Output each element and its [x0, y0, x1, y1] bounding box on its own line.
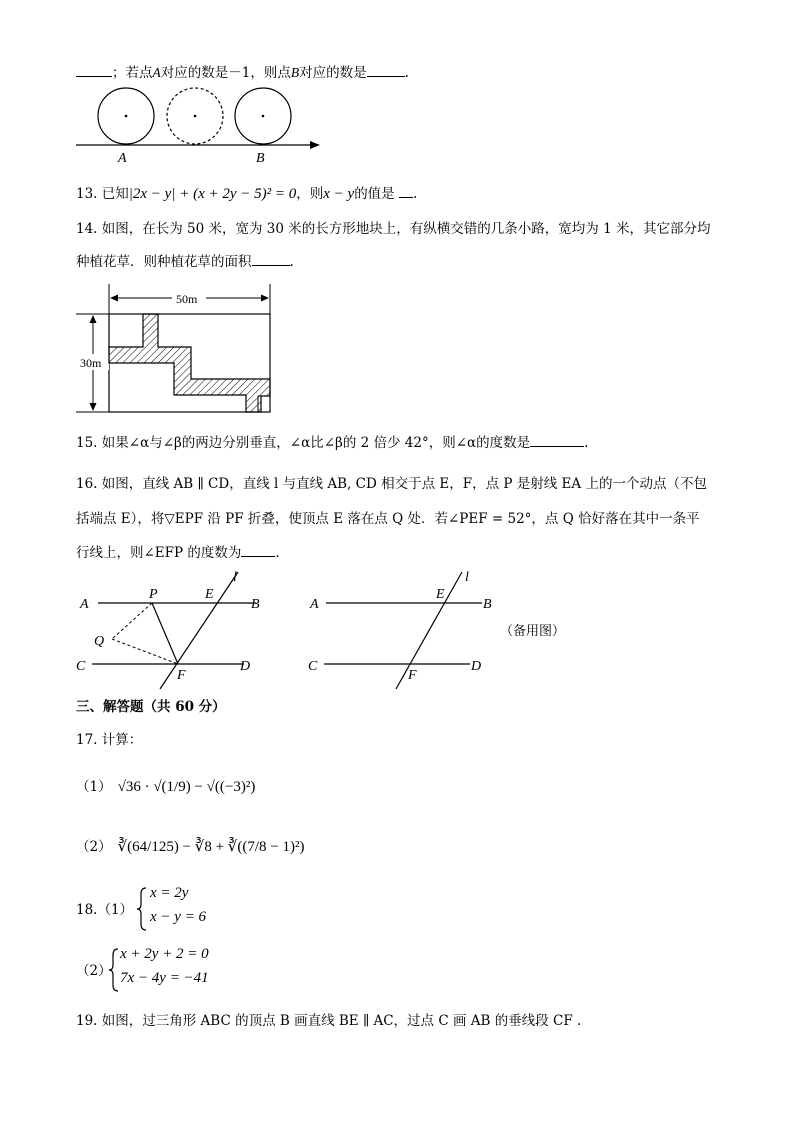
svg-text:A: A [310, 597, 319, 612]
q18-eq1: x = 2y [150, 885, 189, 901]
height-label: 30m [80, 356, 102, 370]
brace-icon [136, 886, 148, 932]
svg-text:P: P [149, 587, 158, 602]
spare-figure-label: （备用图） [500, 624, 566, 639]
width-label: 50m [176, 292, 198, 306]
q12-tail-line: ；若点A对应的数是－1，则点B对应的数是 . [76, 62, 409, 83]
svg-text:F: F [408, 668, 417, 683]
q18-eq2: x − y = 6 [150, 909, 207, 925]
spare-figure [300, 565, 500, 695]
svg-text:Q: Q [94, 634, 105, 649]
svg-text:D: D [471, 659, 482, 674]
question-16-line2: 括端点 E），将▽EPF 沿 PF 折叠，使顶点 E 落在点 Q 处．若∠PEF = 52°，点 Q 恰好落在其中一条平 [76, 511, 700, 527]
answer-blank [76, 62, 112, 77]
question-18-label: 18.（1） [76, 902, 134, 918]
svg-text:C: C [308, 659, 318, 674]
svg-text:l: l [465, 570, 469, 585]
q17-expr2: ∛(64/125) − ∛8 + ∛((7/8 − 1)²) [117, 839, 305, 855]
svg-text:E: E [205, 587, 214, 602]
question-14-line1: 14. 如图，在长为 50 米，宽为 30 米的长方形地块上，有纵横交错的几条小路，宽均为 1 米，其它部分均 [76, 221, 711, 237]
svg-text:F: F [177, 668, 186, 683]
answer-blank [367, 62, 405, 77]
svg-text:C: C [76, 659, 86, 674]
fold-figure [70, 565, 280, 695]
svg-text:E: E [436, 587, 445, 602]
brace-icon [108, 947, 120, 993]
svg-text:B: B [483, 597, 492, 612]
svg-text:l: l [233, 570, 237, 585]
q18-eq3: x + 2y + 2 = 0 [120, 946, 209, 962]
svg-text:B: B [251, 597, 260, 612]
garden-figure [76, 282, 282, 416]
svg-text:A: A [80, 597, 89, 612]
question-17-part2: （2） ∛(64/125) − ∛8 + ∛((7/8 − 1)²) [76, 839, 305, 855]
answer-blank [241, 542, 275, 557]
question-13: 13. 已知|2x − y| + (x + 2y − 5)² = 0，则x − y的值是 . [76, 183, 417, 204]
answer-blank [530, 432, 584, 447]
label-b: B [256, 151, 265, 166]
circles-figure [70, 86, 330, 166]
question-16-line1: 16. 如图，直线 AB ∥ CD，直线 l 与直线 AB, CD 相交于点 E，F，点 P 是射线 EA 上的一个动点（不包 [76, 476, 707, 492]
question-14-line2: 种植花草．则种植花草的面积 . [76, 251, 294, 272]
q17-expr1: √36 · √(1/9) − √((−3)²) [117, 779, 256, 795]
q13-equation: |2x − y| + (x + 2y − 5)² = 0 [128, 186, 297, 202]
label-a: A [118, 151, 127, 166]
question-16-line3: 行线上，则∠EFP 的度数为 . [76, 542, 280, 563]
question-15: 15. 如果∠α与∠β的两边分别垂直，∠α比∠β的 2 倍少 42°，则∠α的度数是 . [76, 432, 588, 453]
svg-text:D: D [240, 659, 251, 674]
q18-eq4: 7x − 4y = −41 [120, 970, 209, 986]
question-17-title: 17. 计算： [76, 732, 143, 748]
answer-blank [252, 251, 290, 266]
question-19: 19. 如图，过三角形 ABC 的顶点 B 画直线 BE ∥ AC，过点 C 画 AB 的垂线段 CF . [76, 1013, 582, 1029]
answer-blank [399, 183, 413, 198]
question-18-part2-label: （2） [76, 963, 112, 979]
question-17-part1: （1） √36 · √(1/9) − √((−3)²) [76, 779, 256, 795]
section-heading: 三、解答题（共 60 分） [76, 699, 226, 715]
